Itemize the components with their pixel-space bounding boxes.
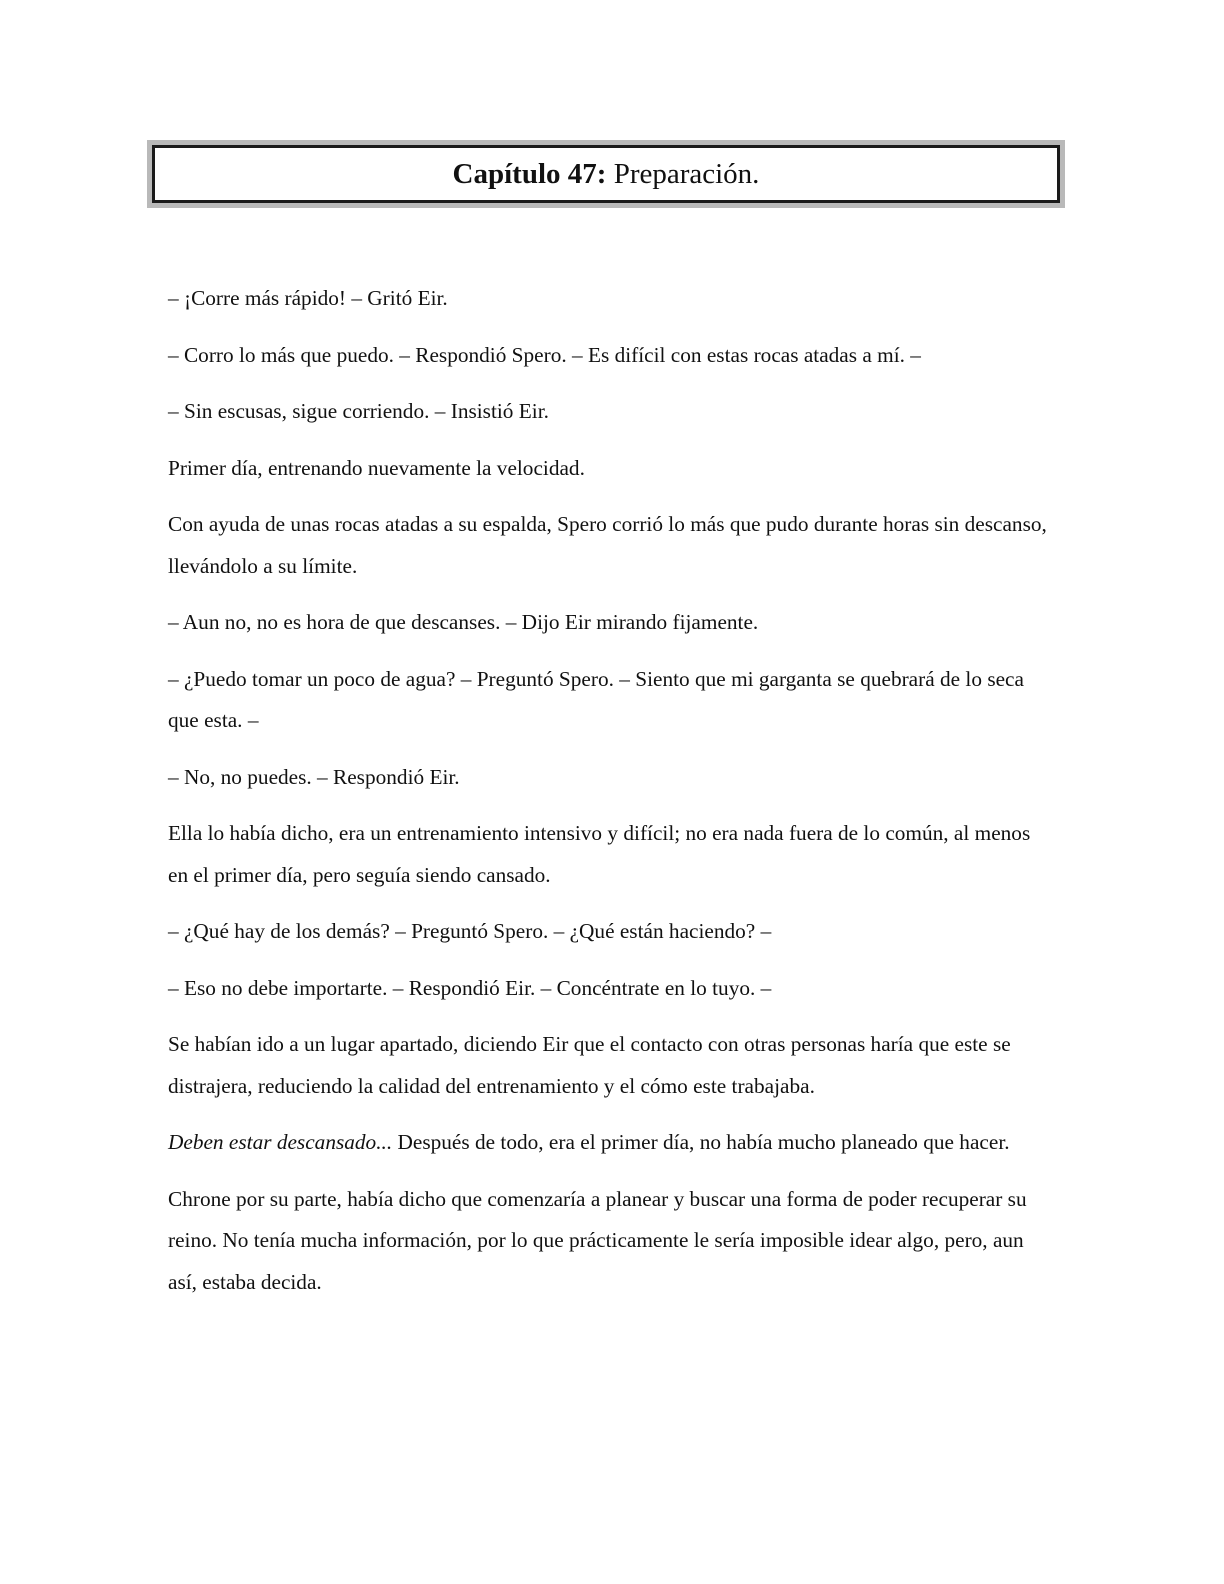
paragraph: – Sin escusas, sigue corriendo. – Insistió Eir. — [168, 399, 549, 423]
chapter-heading-frame — [147, 140, 1065, 208]
paragraph: – Corro lo más que puedo. – Respondió Spero. – Es difícil con estas rocas atadas a mí. – — [168, 342, 921, 367]
paragraph: Ella lo había dicho, era un entrenamiento intensivo y difícil; no era nada fuera de lo común, al menos en el primer día, pero seguía siendo cansado. — [168, 821, 1031, 887]
paragraph: – ¿Qué hay de los demás? – Preguntó Spero. – ¿Qué están haciendo? – — [168, 919, 772, 943]
paragraph-continuation: Después de todo, era el primer día, no había mucho planeado que hacer. — [397, 1130, 1010, 1154]
chapter-number: Capítulo 47: — [452, 157, 607, 190]
paragraph: – ¿Puedo tomar un poco de agua? – Preguntó Spero. – Siento que mi garganta se quebrará de lo seca que esta. – — [168, 666, 1024, 732]
chapter-heading-box — [152, 145, 1060, 203]
paragraph: Con ayuda de unas rocas atadas a su espalda, Spero corrió lo más que pudo durante horas sin descanso, llevándolo a su límite. — [168, 512, 1047, 578]
paragraph: – ¡Corre más rápido! – Gritó Eir. — [168, 286, 448, 310]
paragraph: – Aun no, no es hora de que descanses. – Dijo Eir mirando fijamente. — [168, 610, 759, 634]
chapter-body — [168, 278, 1048, 1318]
paragraph-with-thought — [168, 1122, 1048, 1164]
italic-thought: Deben estar descansado... — [168, 1130, 393, 1154]
paragraph: – Eso no debe importarte. – Respondió Eir. – Concéntrate en lo tuyo. – — [168, 975, 772, 1000]
chapter-heading — [452, 157, 760, 190]
paragraph: Chrone por su parte, había dicho que comenzaría a planear y buscar una forma de poder recuperar su reino. No tenía mucha información, por lo que prácticamente le sería imposible idear algo, pero, aun así, estaba decida. — [168, 1186, 1027, 1294]
chapter-title: Preparación. — [613, 157, 760, 190]
paragraph: Se habían ido a un lugar apartado, diciendo Eir que el contacto con otras personas haría que este se distrajera, reduciendo la calidad del entrenamiento y el cómo este trabajaba. — [168, 1032, 1011, 1098]
paragraph: Primer día, entrenando nuevamente la velocidad. — [168, 455, 585, 480]
paragraph: – No, no puedes. – Respondió Eir. — [168, 764, 460, 789]
